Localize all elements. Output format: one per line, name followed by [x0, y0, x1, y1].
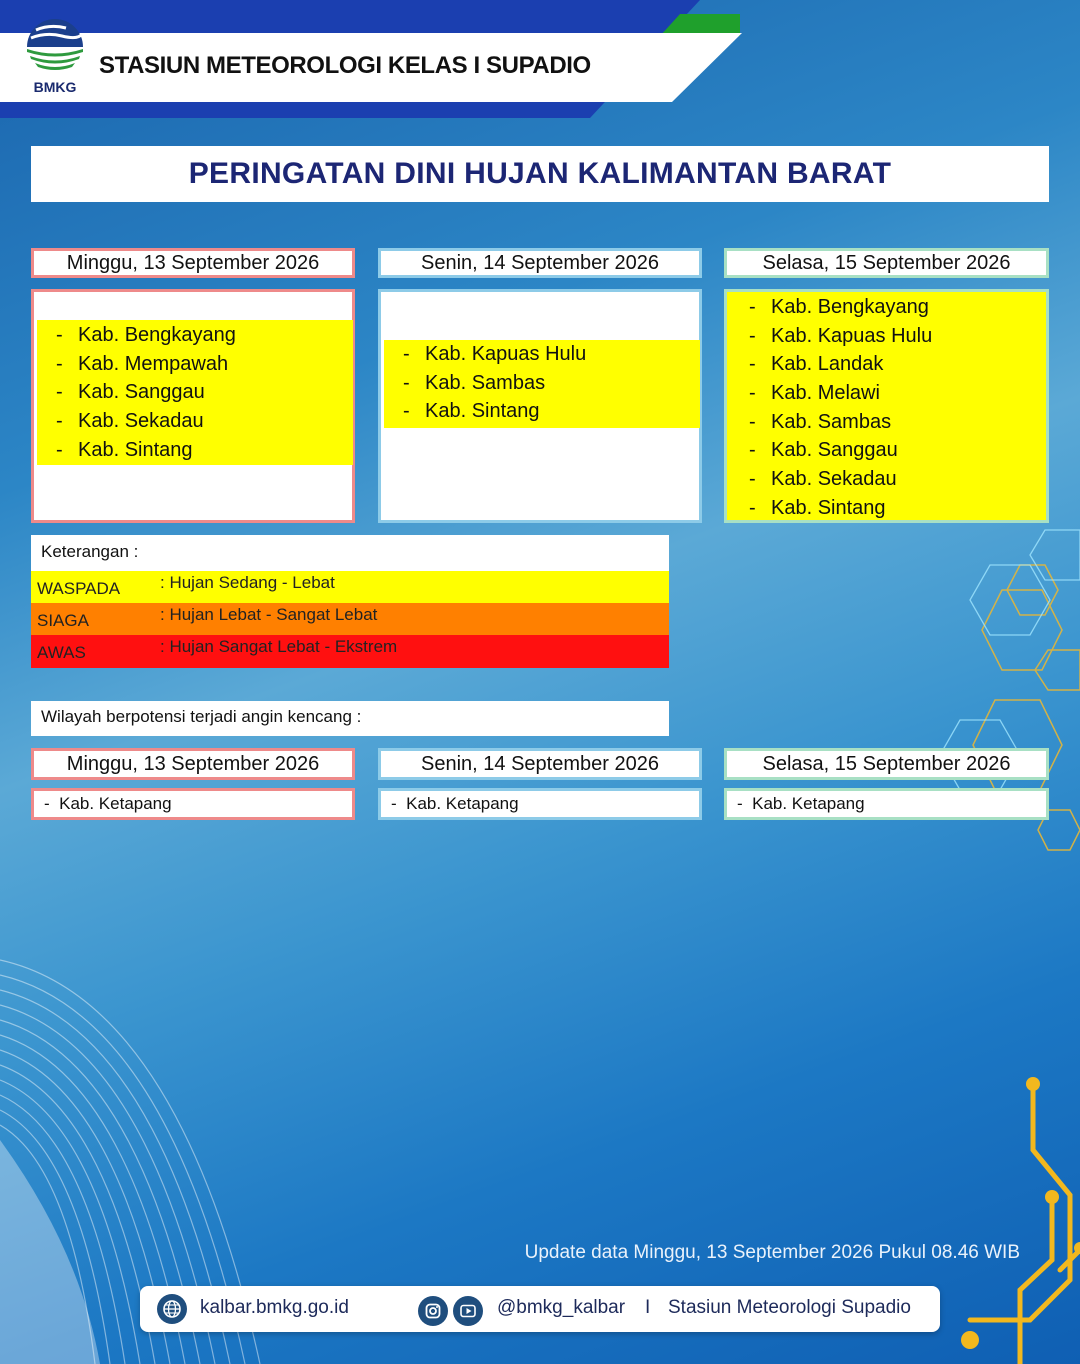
footer-separator: I [645, 1297, 651, 1318]
wind-day-3-date-header [724, 748, 1049, 780]
day-2-waspada-list [384, 340, 700, 428]
list-item: - Kab. Sintang [56, 438, 193, 461]
update-timestamp: Update data Minggu, 13 September 2026 Pukul 08.46 WIB [524, 1242, 1020, 1263]
list-item: - Kab. Bengkayang [749, 296, 929, 318]
title-banner [31, 146, 1049, 202]
list-item: - Kab. Kapuas Hulu [403, 343, 587, 365]
footer-station-name: Stasiun Meteorologi Supadio [668, 1297, 911, 1318]
instagram-icon[interactable] [418, 1296, 448, 1326]
list-item: - Kab. Mempawah [56, 352, 229, 375]
day-1-waspada-list [37, 320, 353, 465]
legend-level-name: AWAS [37, 643, 86, 662]
list-item: - Kab. Kapuas Hulu [749, 324, 933, 347]
legend-level-desc: : Hujan Sedang - Lebat [160, 573, 335, 592]
footer-bar [140, 1286, 940, 1332]
legend-level-name: SIAGA [37, 611, 89, 630]
legend-level-desc: : Hujan Lebat - Sangat Lebat [160, 605, 378, 624]
list-item: - Kab. Sambas [403, 371, 546, 394]
wind-day-1-panel: - Kab. Ketapang [31, 788, 355, 820]
day-1-date-header [31, 248, 355, 278]
day-1-date: Minggu, 13 September 2026 [66, 251, 320, 274]
website-link[interactable]: kalbar.bmkg.go.id [200, 1297, 349, 1318]
logo-text: BMKG [33, 79, 77, 95]
wind-day-1-date: Minggu, 13 September 2026 [66, 752, 320, 775]
day-3-waspada-list [727, 292, 1046, 520]
list-item: - Kab. Sanggau [749, 439, 898, 462]
wind-day-3-item: Kab. Ketapang [752, 794, 865, 813]
list-item: - Kab. Sambas [749, 410, 892, 433]
wind-day-1-item: Kab. Ketapang [59, 794, 172, 813]
day-3-warning-panel [724, 289, 1049, 523]
legend-siaga [31, 603, 669, 635]
legend-level-name: WASPADA [37, 579, 121, 598]
bmkg-emblem-icon [22, 14, 88, 80]
wind-day-2-panel: - Kab. Ketapang [378, 788, 702, 820]
legend-awas [31, 635, 669, 668]
youtube-icon[interactable] [453, 1296, 483, 1326]
wind-day-2-date: Senin, 14 September 2026 [421, 752, 659, 775]
day-3-date-header [724, 248, 1049, 278]
day-1-warning-panel [31, 289, 355, 523]
page-title: PERINGATAN DINI HUJAN KALIMANTAN BARAT [188, 157, 892, 190]
station-name: STASIUN METEOROLOGI KELAS I SUPADIO [99, 52, 591, 79]
globe-icon[interactable] [157, 1294, 187, 1324]
wind-day-3-date: Selasa, 15 September 2026 [762, 752, 1011, 775]
list-item: - Kab. Sintang [749, 496, 886, 519]
legend-level-desc: : Hujan Sangat Lebat - Ekstrem [160, 637, 398, 656]
list-item: - Kab. Sekadau [749, 468, 897, 491]
day-2-date-header [378, 248, 702, 278]
list-item: - Kab. Sanggau [56, 381, 205, 404]
wind-day-2-item: Kab. Ketapang [406, 794, 519, 813]
legend-heading: Keterangan : [31, 535, 669, 571]
list-item: - Kab. Bengkayang [56, 324, 236, 346]
social-handle[interactable]: @bmkg_kalbar [497, 1297, 626, 1318]
day-3-date: Selasa, 15 September 2026 [762, 251, 1011, 274]
wind-day-2-date-header [378, 748, 702, 780]
wind-day-1-date-header [31, 748, 355, 780]
list-item: - Kab. Landak [749, 353, 884, 376]
day-2-date: Senin, 14 September 2026 [421, 251, 659, 274]
legend-waspada [31, 571, 669, 603]
wind-heading: Wilayah berpotensi terjadi angin kencang : [31, 701, 669, 736]
day-2-warning-panel [378, 289, 702, 523]
list-item: - Kab. Sekadau [56, 410, 204, 433]
list-item: - Kab. Melawi [749, 382, 880, 405]
bmkg-logo [22, 14, 88, 96]
list-item: - Kab. Sintang [403, 400, 540, 423]
wind-day-3-panel: - Kab. Ketapang [724, 788, 1049, 820]
